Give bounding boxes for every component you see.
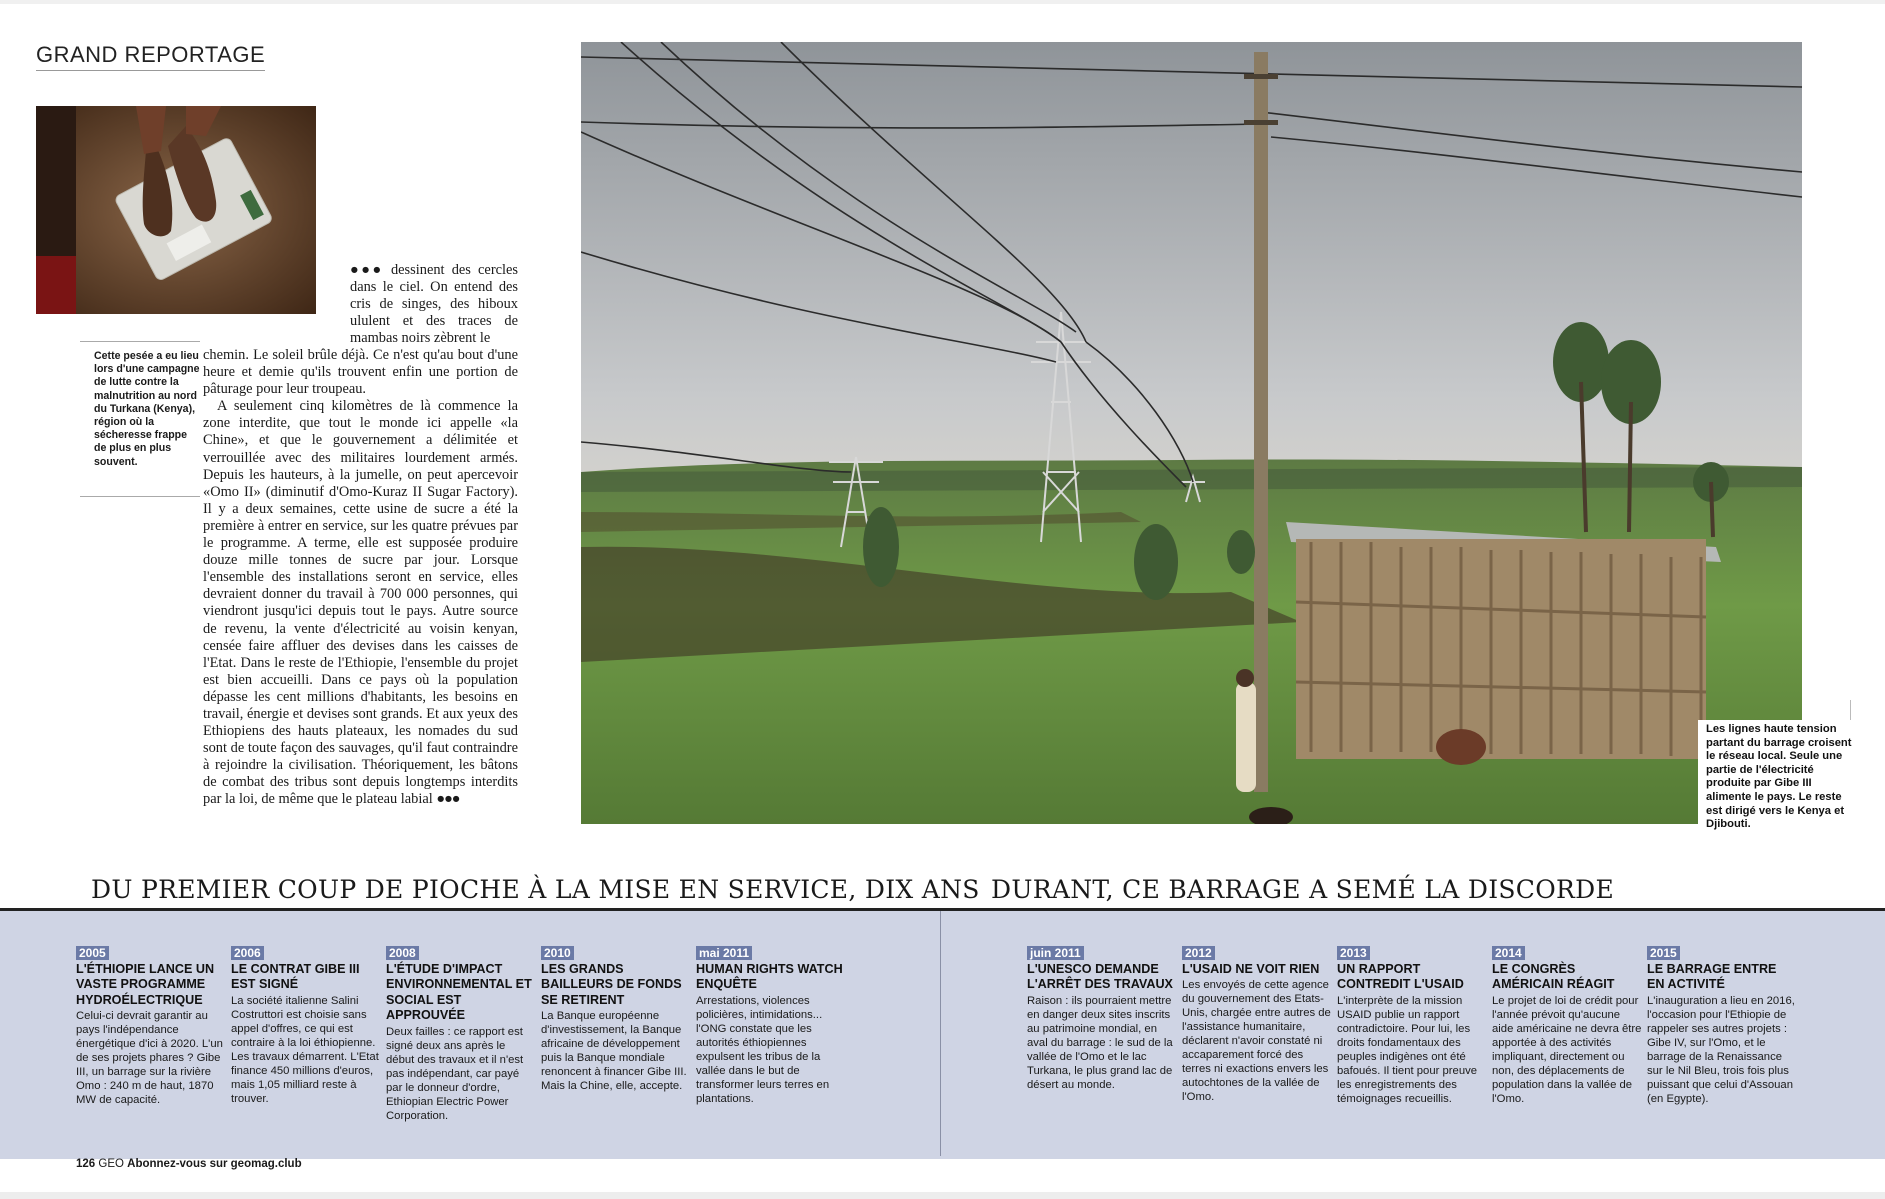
event-title: L'USAID NE VOIT RIEN — [1182, 962, 1320, 976]
magazine-name: GEO — [98, 1158, 124, 1170]
timeline-heading-left: DU PREMIER COUP DE PIOCHE À LA MISE EN SERVICE, DIX ANS — [91, 875, 980, 904]
event-year: juin 2011 — [1027, 946, 1084, 960]
article-paragraph-1: chemin. Le soleil brûle déjà. Ce n'est qu'au bout d'une heure et demie qu'ils trouvent enfin une portion de pâturage pour leur troupeau. — [203, 347, 518, 398]
article-paragraph-2 — [203, 398, 518, 808]
weighing-photo — [36, 106, 316, 314]
event-title: L'UNESCO DEMANDE L'ARRÊT DES TRAVAUX — [1027, 962, 1173, 992]
event-text: Le projet de loi de crédit pour l'année prévoit qu'aucune aide américaine ne devra être apportée à des activités impliquant, directement ou non, des déplacements de population dans la vallée de l'Omo. — [1492, 994, 1642, 1105]
continues-bullets: ●●● — [436, 791, 460, 808]
event-text: La Banque européenne d'investissement, la Banque africaine de développement puis la Banque mondiale renoncent à financer Gibe III. Mais la Chine, elle, accepte. — [541, 1010, 687, 1093]
article-top-text: dessinent des cercles dans le ciel. On entend des cris de singes, des hiboux ululent et des traces de mambas noirs zèbrent le — [350, 262, 518, 347]
event-year: 2010 — [541, 946, 574, 960]
event-year: 2008 — [386, 946, 419, 960]
event-year: 2014 — [1492, 946, 1525, 960]
event-text: Celui-ci devrait garantir au pays l'indépendance énergétique d'ici à 2020. L'un de ses projets phares ? Gibe III, un barrage sur la rivière Omo : 240 m de haut, 1870 MW de capacité. — [76, 1010, 223, 1107]
timeline-event — [76, 942, 226, 1107]
event-text: Arrestations, violences policières, intimidations... l'ONG constate que les autorités éthiopiennes expulsent les tribus de la vallée dans le but de transformer leurs terres en plantations. — [696, 994, 830, 1105]
event-title: LE CONGRÈS AMÉRICAIN RÉAGIT — [1492, 962, 1615, 992]
timeline-event — [1027, 942, 1177, 1092]
bottom-gutter — [0, 1192, 1885, 1199]
page-number: 126 — [76, 1158, 96, 1170]
weighing-photo-illustration — [36, 106, 316, 314]
event-year: 2006 — [231, 946, 264, 960]
timeline-heading-right: DURANT, CE BARRAGE A SEMÉ LA DISCORDE — [991, 875, 1615, 904]
event-title: L'ÉTHIOPIE LANCE UN VASTE PROGRAMME HYDROÉLECTRIQUE — [76, 962, 215, 1007]
event-year: mai 2011 — [696, 946, 752, 960]
timeline-divider — [940, 911, 941, 1156]
section-tag: GRAND REPORTAGE — [36, 42, 265, 71]
event-title: LES GRANDS BAILLEURS DE FONDS SE RETIRENT — [541, 962, 682, 1007]
event-title: LE BARRAGE ENTRE EN ACTIVITÉ — [1647, 962, 1777, 992]
article-main-column — [203, 347, 518, 809]
event-year: 2013 — [1337, 946, 1370, 960]
power-lines-caption: Les lignes haute tension partant du barrage croisent le réseau local. Seule une partie de l'électricité produite par Gibe III alimente le pays. Le reste est dirigé vers le Kenya et Djibouti. — [1698, 720, 1860, 836]
event-text: L'interprète de la mission USAID publie un rapport contradictoire. Pour lui, les droits fondamentaux des peuples indigènes ont été bafoués. Il tient pour preuve les enregistrements des témoignages recueillis. — [1337, 994, 1478, 1105]
event-title: LE CONTRAT GIBE III EST SIGNÉ — [231, 962, 360, 992]
event-text: La société italienne Salini Costruttori est choisie sans appel d'offres, ce qui est contraire à la loi éthiopienne. Les travaux démarrent. L'Etat finance 450 millions d'euros, mais 1,05 milliard reste à trouver. — [231, 994, 379, 1105]
event-title: HUMAN RIGHTS WATCH ENQUÊTE — [696, 962, 843, 992]
top-gutter — [0, 0, 1885, 4]
event-text: Les envoyés de cette agence du gouvernement des Etats-Unis, chargée entre autres de l'assistance humanitaire, déclarent n'avoir constaté ni accaparement forcé des terres ni exactions envers les autochtones de la vallée de l'Omo. — [1182, 979, 1331, 1104]
event-title: L'ÉTUDE D'IMPACT ENVIRONNEMENTAL ET SOCIAL EST APPROUVÉE — [386, 962, 532, 1023]
timeline-event — [696, 942, 846, 1106]
timeline-event — [1647, 942, 1797, 1106]
article-paragraph-2-text: A seulement cinq kilomètres de là commence la zone interdite, que tout le monde ici appelle «la Chine», et que le gouvernement a délimitée et verrouillée avec des militaires lourdement armés. Depuis les hauteurs, à la jumelle, on peut apercevoir «Omo II» (diminutif d'Omo-Kuraz II Sugar Factory). Il y a deux semaines, cette usine de sucre a été la première à entrer en service, sur les quatre prévues par le programme. A terme, elle est supposée produire douze mille tonnes de sucre par jour. Lorsque l'ensemble des installations seront en service, elles devraient donner du travail à 700 000 personnes, qui viendront jusqu'ici depuis tout le pays. Autre source de revenu, la vente d'électricité au voisin kenyan, censée faire affluer des devises dans les caisses de l'Etat. Dans le reste de l'Ethiopie, l'ensemble du projet est bien accueilli. Dans ce pays où la population dépasse les cent millions d'habitants, les besoins en travail, énergie et devises sont grands. Et aux yeux des Ethiopiens des hauts plateaux, les nomades du sud sont de toute façon des sauvages, qu'il faut contraindre à rejoindre la civilisation. Théoriquement, les bâtons de combat des tribus sont depuis longtemps interdits par la loi, de même que le plateau labial — [203, 398, 518, 808]
weighing-photo-caption: Cette pesée a eu lieu lors d'une campagne de lutte contre la malnutrition au nord du Turkana (Kenya), région où la sécheresse frappe de plus en plus souvent. — [94, 350, 200, 468]
event-text: Deux failles : ce rapport est signé deux ans après le début des travaux et il n'est pas indépendant, car payé par le donneur d'ordre, Ethiopian Electric Power Corporation. — [386, 1025, 524, 1122]
timeline-event — [1182, 942, 1332, 1104]
timeline-event — [1492, 942, 1642, 1106]
power-lines-photo — [581, 42, 1802, 824]
event-title: UN RAPPORT CONTREDIT L'USAID — [1337, 962, 1464, 992]
timeline-event — [1337, 942, 1487, 1106]
timeline-event — [231, 942, 381, 1106]
subscribe-link[interactable]: Abonnez-vous sur geomag.club — [127, 1158, 302, 1170]
article-top-column — [350, 262, 518, 347]
timeline-event — [386, 942, 536, 1123]
event-year: 2015 — [1647, 946, 1680, 960]
event-year: 2012 — [1182, 946, 1215, 960]
power-lines-illustration — [581, 42, 1802, 824]
timeline-event — [541, 942, 691, 1093]
continuation-bullets: ●●● — [350, 262, 384, 278]
caption-rule-bottom — [80, 496, 200, 497]
event-text: Raison : ils pourraient mettre en danger deux sites inscrits au patrimoine mondial, en aval du barrage : le sud de la vallée de l'Omo et le lac Turkana, le plus grand lac de désert au monde. — [1027, 994, 1173, 1091]
caption-rule-top — [80, 341, 200, 342]
event-text: L'inauguration a lieu en 2016, l'occasion pour l'Ethiopie de rappeler ses autres projets : Gibe IV, sur l'Omo, et le barrage de la Renaissance sur le Nil Bleu, trois fois plus puissant que celui d'Assouan (en Egypte). — [1647, 994, 1795, 1105]
event-year: 2005 — [76, 946, 109, 960]
page-folio — [76, 1158, 302, 1170]
